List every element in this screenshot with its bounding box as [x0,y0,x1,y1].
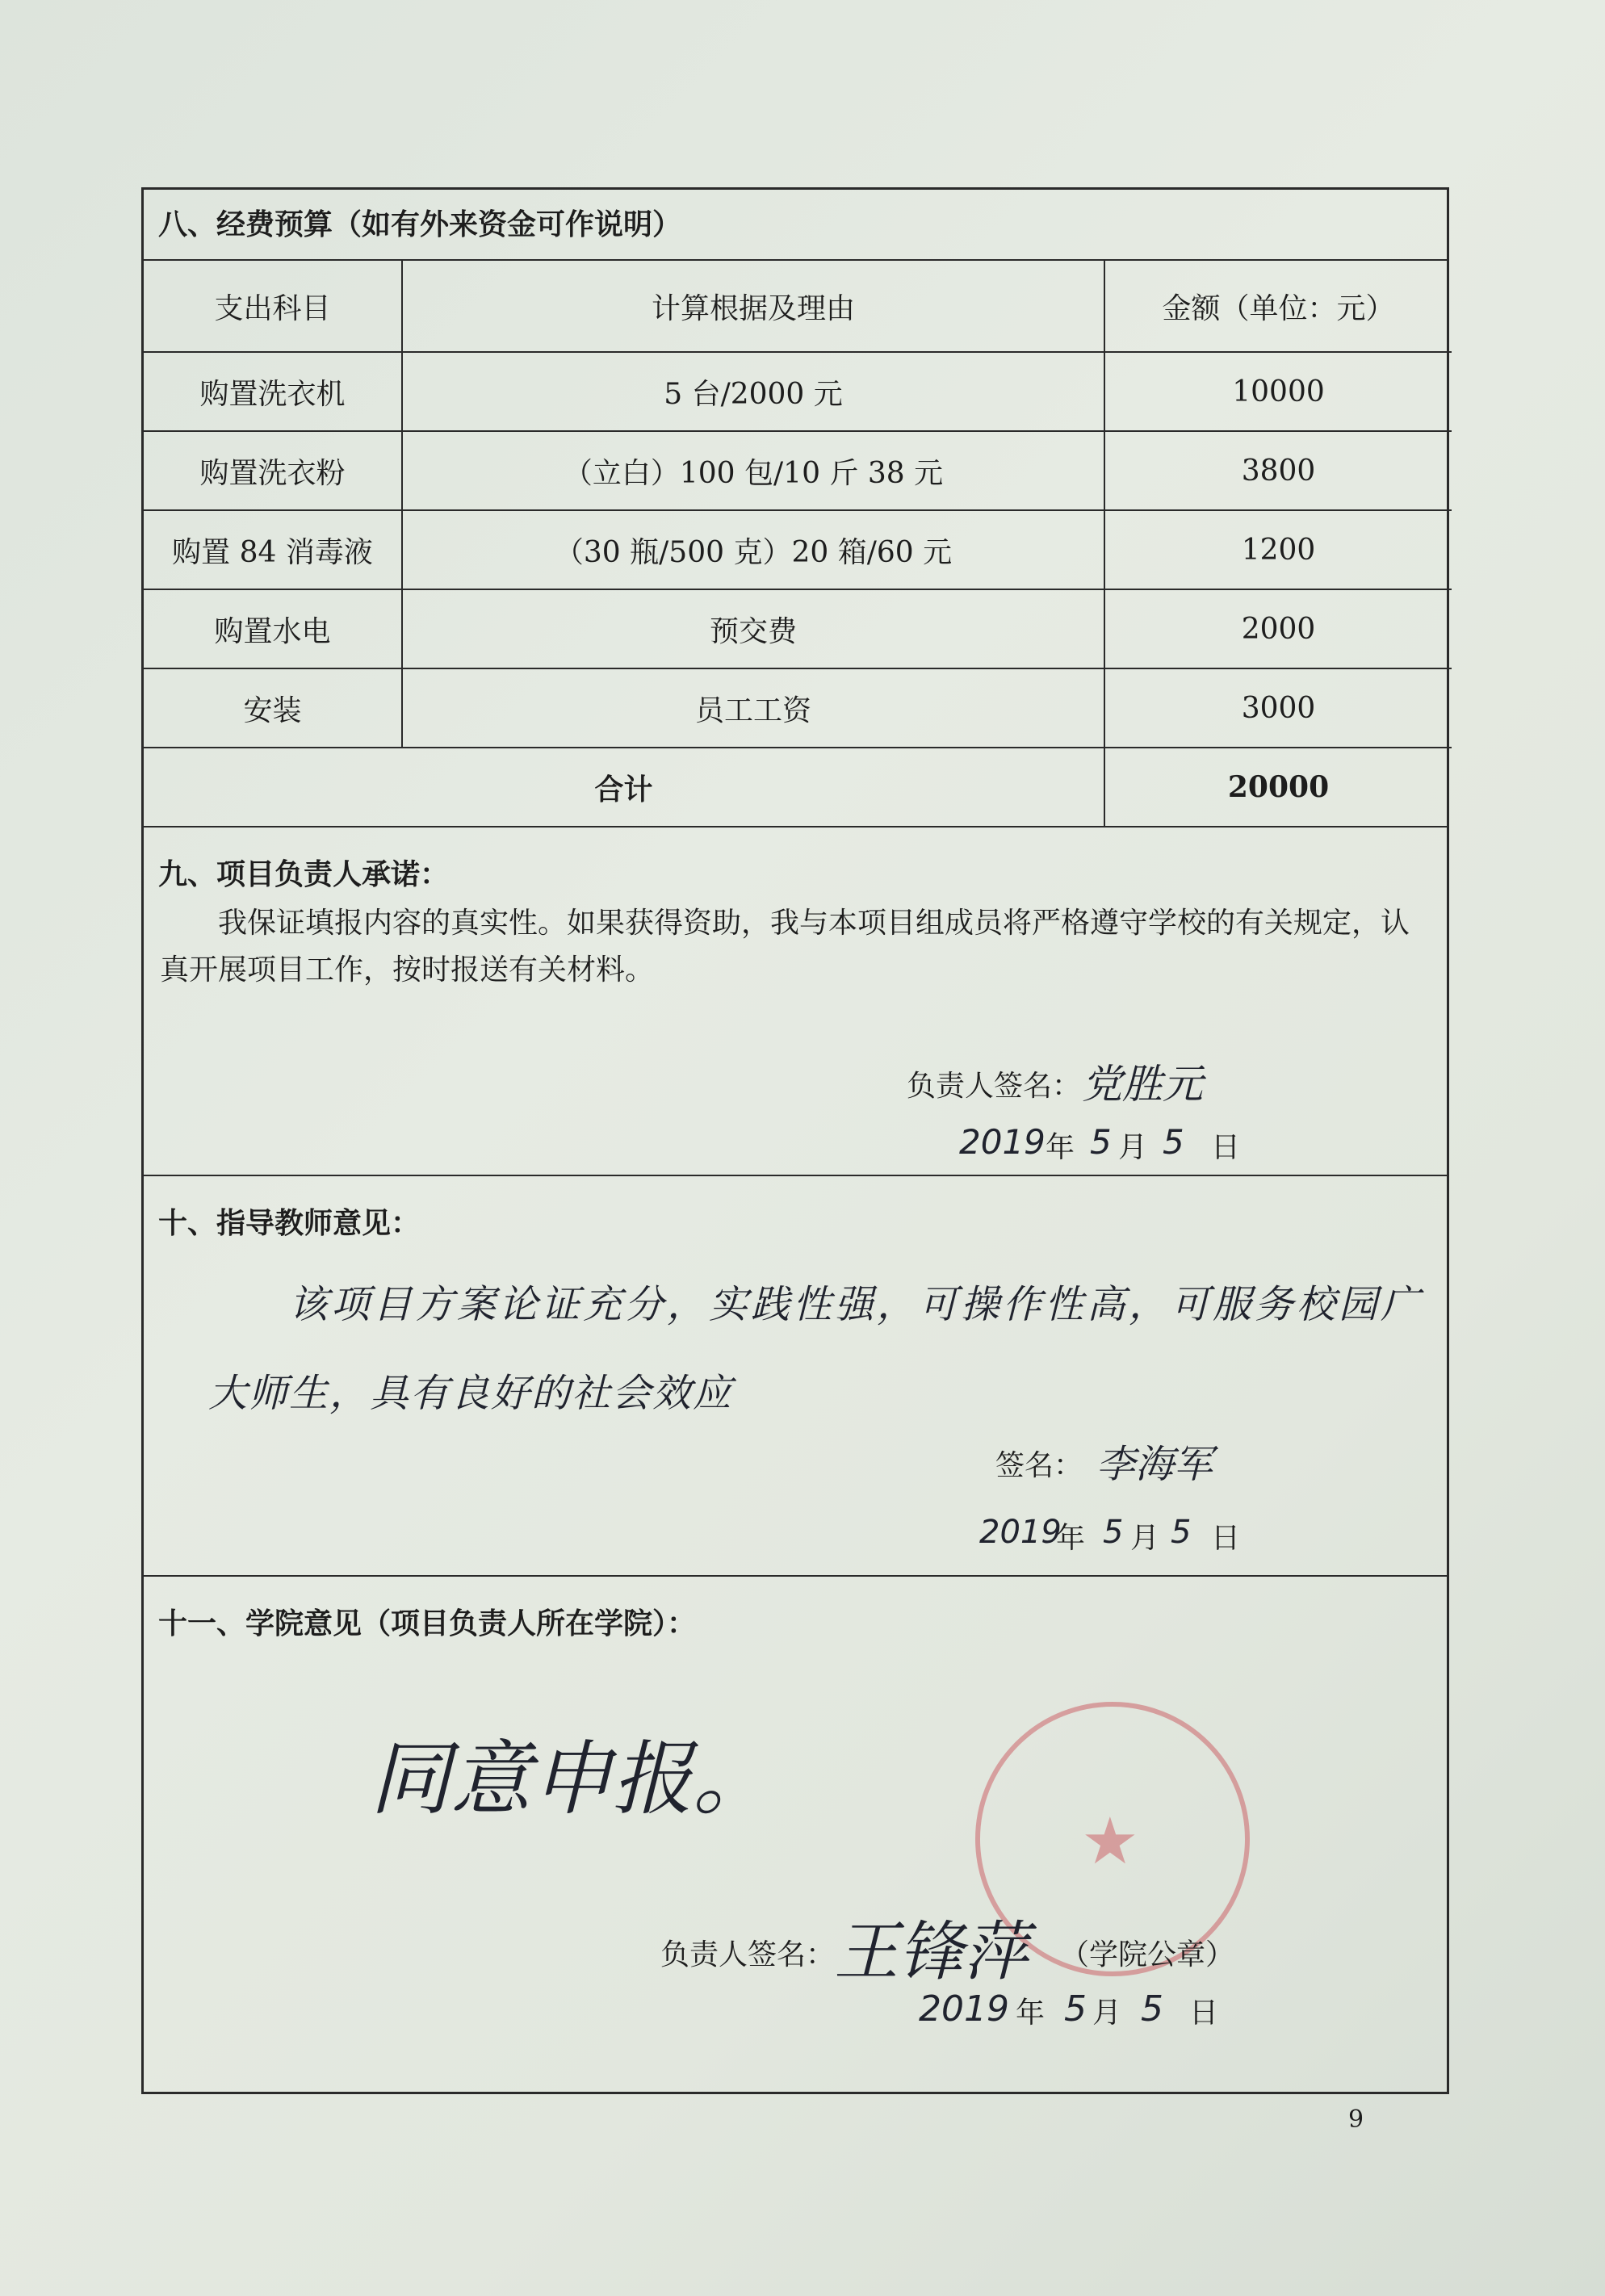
advisor-signature: 李海军 [1096,1442,1213,1487]
table-row [144,668,1452,748]
leader-date-month: 5 [1090,1122,1112,1162]
total-label: 合计 [144,748,1104,826]
row-item: 购置 84 消毒液 [144,510,402,589]
leader-date-year: 2019 [959,1122,1046,1162]
header-basis: 计算根据及理由 [402,261,1104,352]
advisor-date-month: 5 [1103,1514,1124,1551]
advisor-date-year-char: 年 [1056,1522,1086,1555]
table-row [144,352,1452,431]
row-amount: 3000 [1104,668,1452,748]
college-date-month-char: 月 [1092,1996,1122,2030]
advisor-date-day-char: 日 [1211,1522,1241,1555]
row-item: 购置洗衣粉 [144,431,402,510]
leader-signature: 党胜元 [1082,1061,1203,1108]
advisor-sign-label: 签名： [995,1449,1083,1482]
row-item: 购置洗衣机 [144,352,402,431]
leader-date-day-char: 日 [1211,1131,1241,1164]
college-date-year-char: 年 [1016,1996,1046,2030]
college-date-day-char: 日 [1189,1996,1219,2030]
row-amount: 3800 [1104,431,1452,510]
college-date-year: 2019 [919,1988,1009,2030]
budget-section-title: 八、经费预算（如有外来资金可作说明） [144,190,1447,261]
leader-date-month-char: 月 [1118,1131,1148,1164]
college-sign-label: 负责人签名： [660,1938,836,1971]
leader-date-day: 5 [1163,1122,1184,1162]
header-amount: 金额（单位：元） [1104,261,1452,352]
college-seal-label: （学院公章） [1060,1938,1235,1971]
row-amount: 10000 [1104,352,1452,431]
college-signature: 王锋萍 [834,1914,1028,1989]
row-amount: 2000 [1104,589,1452,668]
row-basis: 5 台/2000 元 [402,352,1104,431]
leader-date-year-char: 年 [1046,1131,1075,1164]
page-number: 9 [1348,2105,1364,2134]
application-form [141,187,1449,2094]
row-item: 购置水电 [144,589,402,668]
pledge-section-title: 九、项目负责人承诺： [158,858,450,891]
advisor-date-month-char: 月 [1130,1522,1160,1555]
college-opinion: 同意申报。 [370,1732,773,1826]
total-amount: 20000 [1104,748,1452,826]
seal-star-icon: ★ [1081,1804,1139,1879]
row-basis: 员工工资 [402,668,1104,748]
table-row [144,510,1452,589]
leader-sign-label: 负责人签名： [907,1070,1082,1103]
college-date-day: 5 [1141,1988,1163,2030]
table-header-row [144,261,1452,352]
row-item: 安装 [144,668,402,748]
row-basis: 预交费 [402,589,1104,668]
pledge-text: 我保证填报内容的真实性。如果获得资助，我与本项目组成员将严格遵守学校的有关规定，认真开展项目工作，按时报送有关材料。 [160,907,1410,987]
college-date-month: 5 [1064,1988,1087,2030]
college-section-title: 十一、学院意见（项目负责人所在学院）： [158,1607,697,1640]
header-item: 支出科目 [144,261,402,352]
pledge-section [144,826,1447,1175]
advisor-section-title: 十、指导教师意见： [158,1207,421,1240]
advisor-date-year: 2019 [979,1514,1062,1551]
budget-table [144,261,1452,826]
table-total-row [144,748,1452,826]
advisor-section [144,1175,1447,1575]
row-amount: 1200 [1104,510,1452,589]
advisor-opinion-line1: 该项目方案论证充分，实践性强，可操作性高，可服务校园广 [289,1282,1423,1327]
table-row [144,589,1452,668]
advisor-date-day: 5 [1171,1514,1192,1551]
row-basis: （30 瓶/500 克）20 箱/60 元 [402,510,1104,589]
advisor-opinion-line2: 大师生，具有良好的社会效应 [208,1371,734,1416]
row-basis: （立白）100 包/10 斤 38 元 [402,431,1104,510]
college-section [144,1575,1447,2092]
table-row [144,431,1452,510]
